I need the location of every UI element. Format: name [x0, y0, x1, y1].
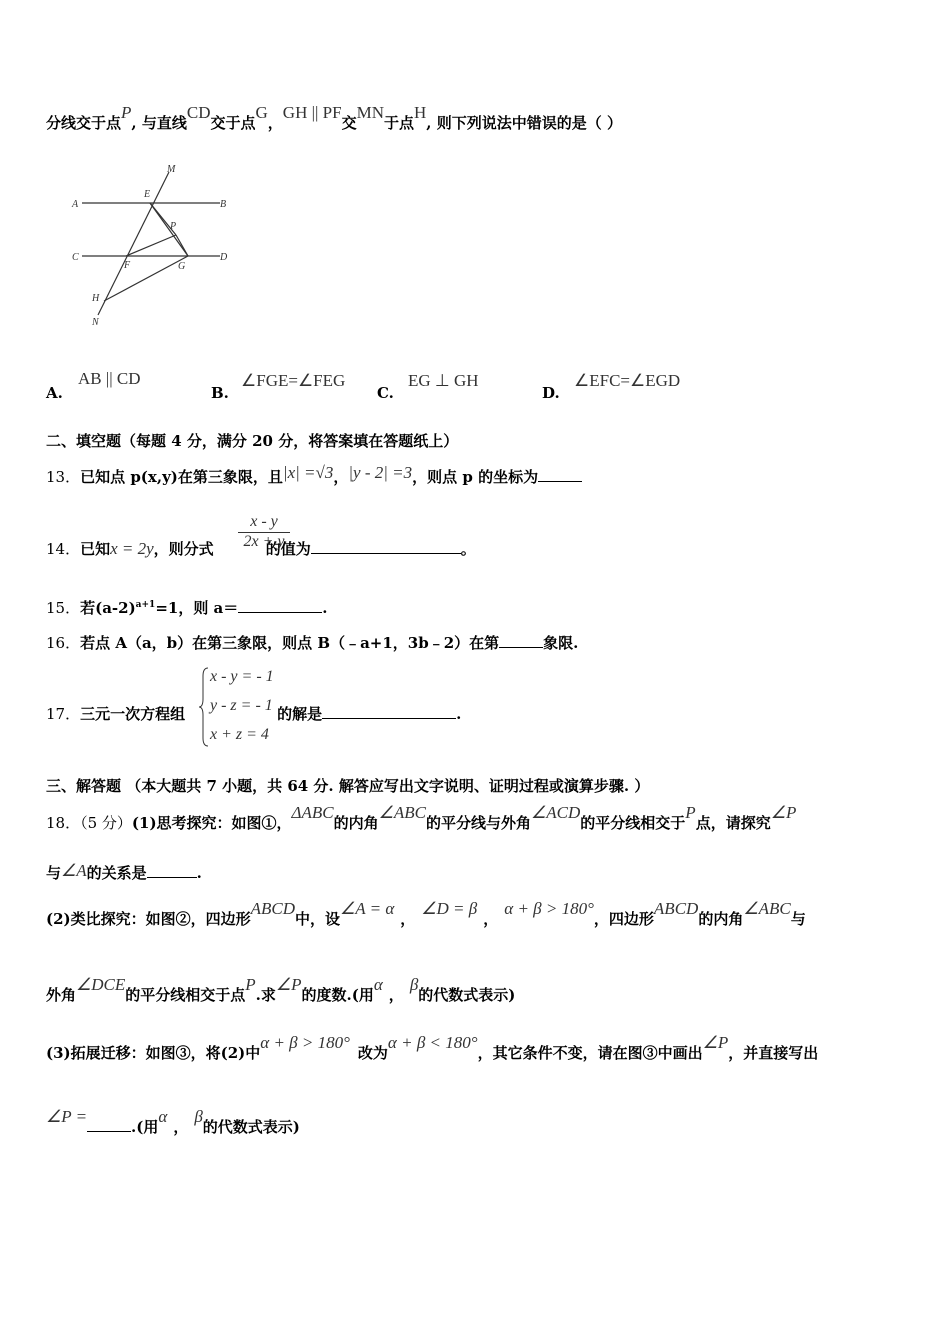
q12-line	[46, 103, 622, 133]
q14-text: 已知	[80, 540, 111, 558]
math-angle-p: ∠P	[702, 1033, 729, 1052]
answer-blank[interactable]	[499, 633, 543, 648]
q18-text: (1)思考探究：如图①，	[131, 814, 292, 832]
question-16	[46, 632, 578, 653]
q18-text: 的度数.(用	[301, 986, 374, 1004]
question-18-part1	[46, 803, 797, 833]
math-angle-acd: ∠ACD	[531, 803, 581, 822]
q18-text: ，四边形	[593, 910, 654, 928]
math-p: P	[685, 803, 696, 822]
q15-exponent: a+1	[135, 600, 156, 610]
q18-text: 的平分线相交于点	[125, 986, 246, 1004]
q18-text: 的关系是	[86, 864, 147, 882]
q18-text: 的代数式表示)	[418, 986, 516, 1004]
q12-text: , 与直线	[131, 114, 187, 132]
label-g: G	[178, 261, 186, 272]
math-mn: MN	[356, 103, 384, 122]
label-f: F	[124, 260, 131, 271]
q18-text: 外角	[46, 986, 77, 1004]
label-h: H	[92, 293, 100, 304]
q18-text: .	[196, 864, 202, 882]
q18-text: 的代数式表示)	[202, 1118, 300, 1136]
label-d: D	[220, 252, 228, 263]
system-equation-3: x + z = 4	[210, 726, 269, 743]
math-angle-abc: ∠ABC	[378, 803, 427, 822]
q18-text: 改为	[357, 1044, 388, 1062]
math-angle-p: ∠P	[770, 803, 797, 822]
math-abcd: ABCD	[653, 899, 699, 918]
question-13	[46, 463, 582, 487]
option-a-letter: A.	[46, 384, 63, 402]
q14-text: ，则分式	[153, 540, 214, 558]
q18-text: ，其它条件不变，请在图③中画出	[477, 1044, 703, 1062]
answer-blank[interactable]	[238, 598, 322, 613]
label-p: P	[170, 221, 177, 232]
q18-text: ，	[400, 910, 416, 928]
math-angle-abc: ∠ABC	[743, 899, 791, 918]
q18-text: 的平分线相交于	[580, 814, 686, 832]
q17-text: 三元一次方程组	[80, 705, 186, 723]
q18-text: 与	[46, 864, 62, 882]
math-beta: β	[194, 1107, 203, 1126]
question-number: 18．	[46, 814, 81, 832]
answer-blank[interactable]	[538, 467, 582, 482]
math-alpha: α	[158, 1107, 168, 1126]
q14-equation: x = 2y	[110, 539, 154, 558]
q18-text: ，	[173, 1118, 189, 1136]
question-points: （5 分）	[80, 814, 132, 832]
answer-blank[interactable]	[311, 539, 461, 554]
option-c-math: EG ⊥ GH	[408, 371, 479, 390]
q18-text: (3)拓展迁移：如图③，将(2)中	[46, 1044, 261, 1062]
q12-text: , 则下列说法中错误的是（ ）	[426, 114, 622, 132]
q18-text: 的内角	[698, 910, 744, 928]
math-h: H	[414, 103, 427, 122]
math-abcd: ABCD	[250, 899, 296, 918]
question-18-part3	[46, 1033, 819, 1063]
segment-fp	[126, 235, 176, 256]
q18-text: .(用	[131, 1118, 159, 1136]
question-number: 15．	[46, 599, 81, 617]
math-p: P	[121, 103, 132, 122]
label-e: E	[144, 189, 151, 200]
answer-blank[interactable]	[147, 863, 197, 878]
fraction-numerator: x - y	[238, 513, 290, 533]
question-number: 14．	[46, 540, 81, 558]
math-sum-greater: α + β > 180°	[260, 1033, 350, 1052]
q18-text: 中，设	[295, 910, 341, 928]
label-m: M	[167, 164, 176, 175]
q13-text: ，则点 p 的坐标为	[412, 468, 539, 486]
q18-text: ，	[388, 986, 404, 1004]
q18-text: 的内角	[333, 814, 379, 832]
question-18-part2	[46, 899, 806, 929]
q12-text: 交于点	[210, 114, 256, 132]
q15-text: =1，则 a＝	[155, 599, 239, 617]
geometry-figure	[60, 160, 245, 330]
answer-blank[interactable]	[87, 1117, 131, 1132]
q13-abs-y: |y - 2| =3	[348, 463, 413, 482]
math-g: G	[255, 103, 268, 122]
q17-text: 的解是	[277, 705, 323, 723]
question-number: 16．	[46, 634, 81, 652]
math-angle-a-alpha: ∠A = α	[340, 899, 395, 918]
line-mn	[98, 172, 169, 315]
q18-text: ，	[483, 910, 499, 928]
system-equation-2: y - z = - 1	[210, 697, 273, 714]
math-angle-p-equals: ∠P =	[46, 1107, 88, 1126]
option-d-math: ∠EFC=∠EGD	[574, 371, 681, 390]
question-18-part1-cont	[46, 862, 202, 883]
answer-blank[interactable]	[322, 704, 456, 719]
q16-text: 若点 A（a，b）在第三象限，则点 B（﹣a+1，3b﹣2）在第	[80, 634, 500, 652]
math-angle-a: ∠A	[61, 861, 87, 880]
math-triangle-abc: ΔABC	[291, 803, 334, 822]
math-alpha: α	[373, 975, 383, 994]
math-gh-parallel-pf: GH || PF	[282, 103, 342, 122]
question-18-part3-cont	[46, 1107, 300, 1137]
label-c: C	[72, 252, 79, 263]
label-b: B	[220, 199, 227, 210]
q13-abs-x: |x| =√3	[282, 463, 334, 482]
q15-text: .	[322, 599, 328, 617]
label-n: N	[92, 317, 99, 328]
label-a: A	[72, 199, 79, 210]
math-angle-dce: ∠DCE	[76, 975, 126, 994]
q14-fraction	[238, 513, 290, 551]
fraction-denominator: 2x + y	[243, 533, 285, 550]
q18-text: 点，请探究	[695, 814, 771, 832]
q13-text: ，	[333, 468, 349, 486]
q18-text: .求	[255, 986, 276, 1004]
question-number: 17．	[46, 705, 81, 723]
math-angle-d-beta: ∠D = β	[421, 899, 478, 918]
math-angle-p: ∠P	[275, 975, 302, 994]
option-c-letter: C.	[377, 384, 394, 402]
option-a-math: AB || CD	[78, 369, 141, 388]
option-b-math: ∠FGE=∠FEG	[241, 371, 346, 390]
q12-text: 交	[341, 114, 357, 132]
question-15	[46, 597, 328, 618]
q13-text: 已知点 p(x,y)在第三象限，且	[80, 468, 283, 486]
section-2-title: 二、填空题（每题 4 分，满分 20 分，将答案填在答题纸上）	[46, 432, 459, 450]
math-cd: CD	[186, 103, 211, 122]
math-p: P	[245, 975, 256, 994]
segment-eg	[150, 203, 188, 256]
q12-text: 分线交于点	[46, 114, 122, 132]
question-number: 13．	[46, 468, 81, 486]
q12-text: ，	[267, 114, 283, 132]
math-sum-less: α + β < 180°	[387, 1033, 478, 1052]
math-beta: β	[409, 975, 419, 994]
q18-text: 与	[790, 910, 806, 928]
system-brace	[198, 666, 210, 748]
q18-text: (2)类比探究：如图②，四边形	[46, 910, 251, 928]
math-sum-greater: α + β > 180°	[504, 899, 594, 918]
q18-text: ，并直接写出	[728, 1044, 819, 1062]
option-d-letter: D.	[542, 384, 560, 402]
q14-text: 的值为	[265, 540, 311, 558]
q14-text: 。	[460, 540, 476, 558]
question-18-part2-cont	[46, 975, 516, 1005]
q18-text: 的平分线与外角	[426, 814, 532, 832]
q15-text: 若(a-2)	[80, 599, 136, 617]
option-b-letter: B.	[211, 384, 229, 402]
q17-text: .	[456, 705, 462, 723]
q16-text: 象限.	[543, 634, 579, 652]
system-equation-1: x - y = - 1	[210, 668, 274, 685]
section-3-title: 三、解答题 （本大题共 7 小题，共 64 分. 解答应写出文字说明、证明过程或演算步骤. ）	[46, 777, 650, 795]
q12-text: 于点	[384, 114, 415, 132]
